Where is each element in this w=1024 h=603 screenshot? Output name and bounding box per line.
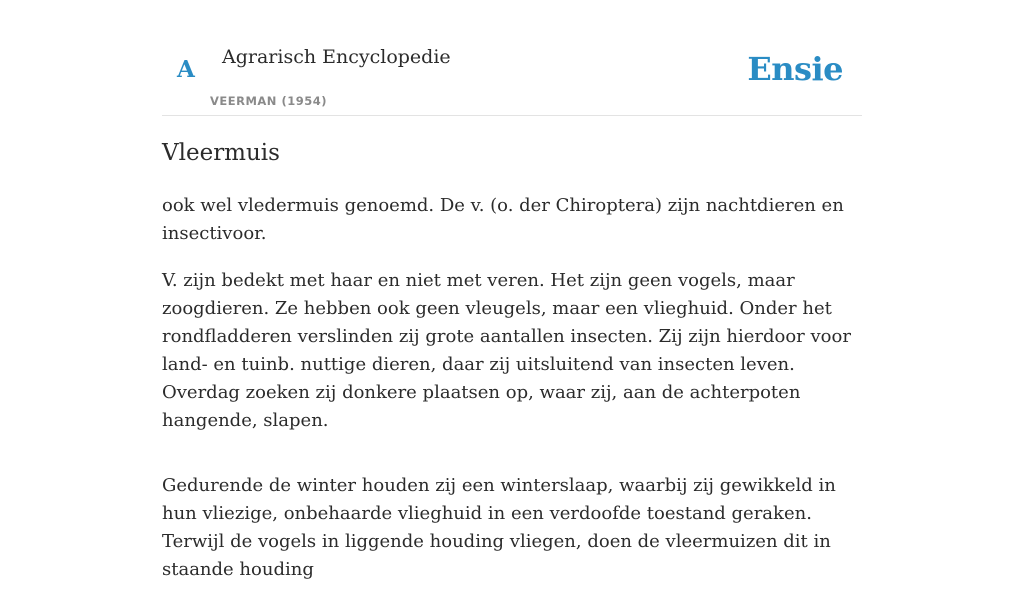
page-content — [162, 0, 862, 580]
article-paragraph: Gedurende de winter houden zij een winterslaap, waarbij zij gewikkeld in hun vliezige, onbehaarde vlieghuid in een verdoofde toestand geraken. Terwijl de vogels in liggende houding vliegen, doen de vleermuizen dit in staande houding — [162, 475, 836, 580]
source-author: VEERMAN (1954) — [210, 94, 327, 108]
source-title-link[interactable]: Agrarisch Encyclopedie — [222, 46, 451, 68]
source-header — [162, 0, 862, 116]
article-paragraph: V. zijn bedekt met haar en niet met veren. Het zijn geen vogels, maar zoogdieren. Ze hebben ook geen vleugels, maar een vlieghuid. Onder het rondfladderen verslinden zij grote aantallen insecten. Zij zijn hierdoor voor land- en tuinb. nuttige dieren, daar zij uitsluitend van insecten leven. Overdag zoeken zij donkere plaatsen op, waar zij, aan de achterpoten hangende, slapen. — [162, 270, 851, 431]
source-letter-badge[interactable]: A — [177, 56, 195, 83]
article-title: Vleermuis — [162, 140, 280, 166]
ensie-logo-link[interactable]: Ensie — [747, 50, 843, 88]
article-paragraph: ook wel vledermuis genoemd. De v. (o. der Chiroptera) zijn nachtdieren en insectivoor. — [162, 195, 844, 244]
article-body — [162, 192, 862, 603]
